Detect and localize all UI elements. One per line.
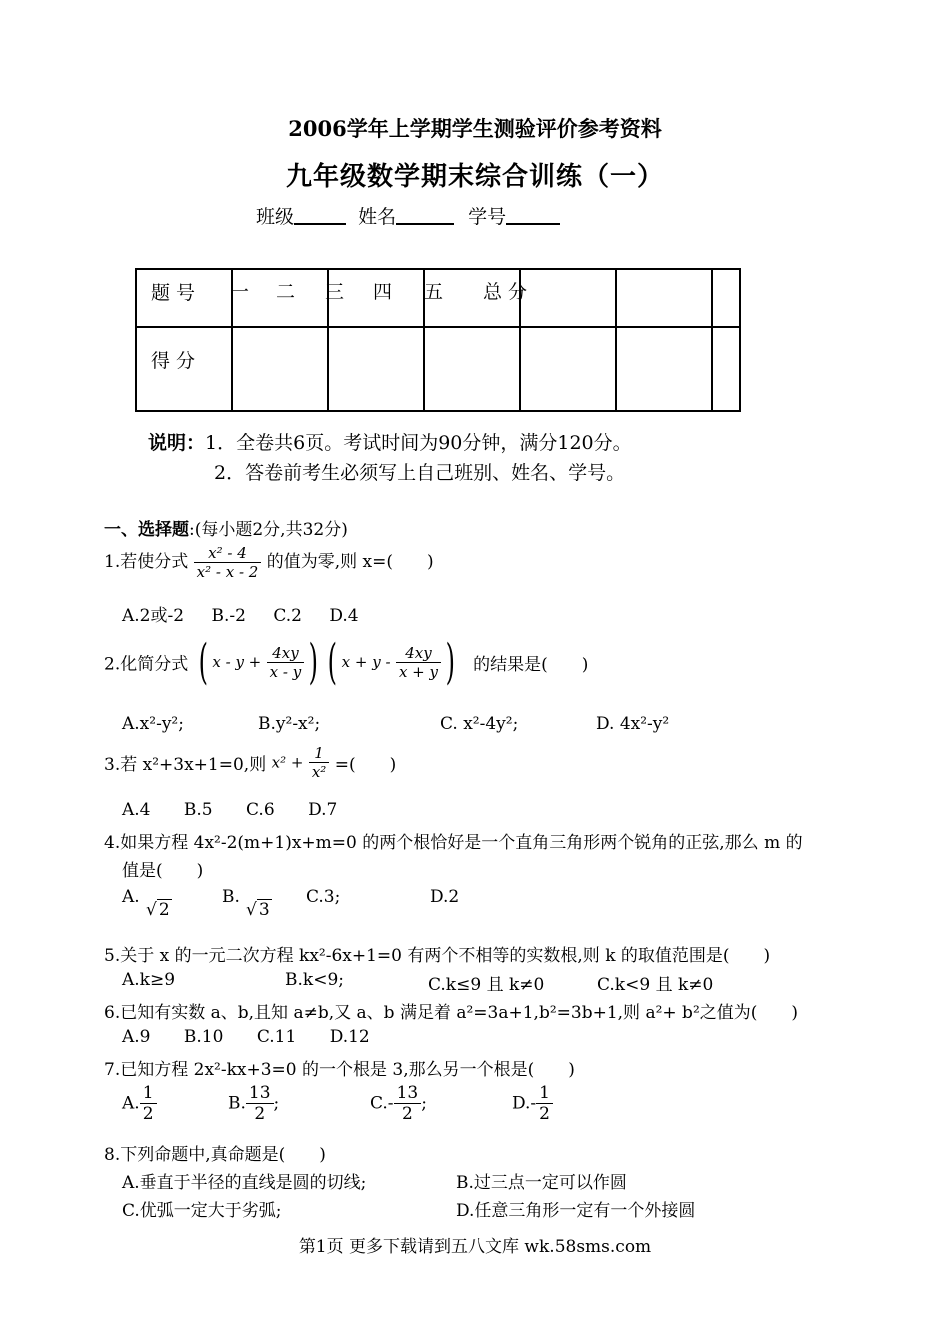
id-blank[interactable] bbox=[506, 203, 560, 225]
student-info bbox=[256, 202, 560, 229]
option[interactable]: A.垂直于半径的直线是圆的切线; bbox=[122, 1173, 367, 1193]
option[interactable]: D.2 bbox=[430, 887, 460, 907]
option[interactable]: C.k≤9 且 k≠0 bbox=[428, 975, 545, 995]
question-3-options bbox=[122, 800, 337, 820]
option[interactable]: D.任意三角形一定有一个外接圆 bbox=[456, 1201, 696, 1221]
option[interactable]: A.x²-y²; bbox=[122, 714, 184, 734]
class-blank[interactable] bbox=[294, 203, 346, 225]
score-cell[interactable] bbox=[616, 327, 712, 411]
option[interactable]: B. $\frac{13}{2}$ ; bbox=[228, 1083, 280, 1124]
score-cell[interactable] bbox=[712, 327, 740, 411]
question-1-options bbox=[122, 601, 359, 626]
option[interactable]: A. bbox=[122, 887, 140, 907]
question-2: 2.化简分式 ( x - y + $\frac{4xy}{x - y}$ ) ( x + y - $\frac{4xy}{x + y}$ ) 的结果是( ) bbox=[104, 634, 589, 690]
score-cell[interactable] bbox=[424, 327, 520, 411]
row-label-question: 题 号 bbox=[136, 269, 232, 327]
exam-subtitle: 2006学年上学期学生测验评价参考资料 bbox=[288, 116, 662, 141]
instructions-label: 说明： bbox=[148, 432, 206, 454]
score-cell[interactable] bbox=[520, 327, 616, 411]
option[interactable]: B.y²-x²; bbox=[258, 714, 321, 734]
option[interactable]: B.-2 bbox=[211, 606, 246, 626]
option[interactable]: C.3; bbox=[306, 887, 341, 907]
question-8: 8.下列命题中,真命题是( ) bbox=[104, 1145, 326, 1165]
class-label: 班级 bbox=[256, 206, 295, 228]
option[interactable]: B. bbox=[222, 887, 240, 907]
option[interactable]: C. x²-4y²; bbox=[440, 714, 519, 734]
option[interactable]: B.5 bbox=[183, 800, 213, 820]
question-4: 4.如果方程 4x²-2(m+1)x+m=0 的两个根恰好是一个直角三角形两个锐角的正弦,那么 m 的 bbox=[104, 833, 803, 853]
col-header: 二 bbox=[276, 281, 296, 303]
instructions-line2: 2．答卷前考生必须写上自己班别、姓名、学号。 bbox=[214, 462, 626, 484]
score-cell[interactable] bbox=[328, 327, 424, 411]
option[interactable]: C.6 bbox=[246, 800, 275, 820]
option[interactable]: A.2或-2 bbox=[122, 606, 185, 626]
row-label-score: 得 分 bbox=[136, 327, 232, 411]
col-header: 一 bbox=[230, 281, 250, 303]
exam-title: 九年级数学期末综合训练（一） bbox=[285, 162, 664, 192]
id-label: 学号 bbox=[468, 206, 507, 228]
option[interactable]: D. 4x²-y² bbox=[596, 714, 670, 734]
sqrt-2: √ 2 bbox=[146, 900, 170, 920]
name-blank[interactable] bbox=[396, 203, 454, 225]
col-header: 总 分 bbox=[483, 281, 528, 303]
question-5: 5.关于 x 的一元二次方程 kx²-6x+1=0 有两个不相等的实数根,则 k 的取值范围是( ) bbox=[104, 946, 771, 966]
option[interactable]: C.- $\frac{13}{2}$ ; bbox=[370, 1083, 427, 1124]
col-header: 五 bbox=[424, 281, 444, 303]
question-6-options bbox=[122, 1027, 370, 1047]
name-label: 姓名 bbox=[358, 206, 397, 228]
section-heading: 一、选择题:(每小题2分,共32分) bbox=[104, 520, 348, 540]
option[interactable]: D.12 bbox=[329, 1027, 370, 1047]
option[interactable]: A.k≥9 bbox=[122, 970, 176, 990]
option[interactable]: B.k<9; bbox=[285, 970, 344, 990]
option[interactable]: A.9 bbox=[122, 1027, 151, 1047]
option[interactable]: C.11 bbox=[256, 1027, 297, 1047]
page-footer: 第1页 更多下载请到五八文库 wk.58sms.com bbox=[298, 1237, 652, 1257]
option[interactable]: B.10 bbox=[183, 1027, 224, 1047]
col-header: 四 bbox=[373, 281, 393, 303]
option[interactable]: A.4 bbox=[122, 800, 151, 820]
option[interactable]: C.优弧一定大于劣弧; bbox=[122, 1201, 282, 1221]
col-header: 三 bbox=[325, 281, 345, 303]
option[interactable]: A. $\frac{1}{2}$ bbox=[122, 1083, 157, 1124]
option[interactable]: C.k<9 且 k≠0 bbox=[597, 975, 714, 995]
question-7: 7.已知方程 2x²-kx+3=0 的一个根是 3,那么另一个根是( ) bbox=[104, 1060, 575, 1080]
option[interactable]: D.- $\frac{1}{2}$ bbox=[512, 1083, 553, 1124]
option[interactable]: C.2 bbox=[273, 606, 302, 626]
fraction: $\frac{\text{x² - 4}}{\text{x² - x - 2}}$ bbox=[194, 544, 262, 581]
option[interactable]: D.7 bbox=[308, 800, 338, 820]
question-6: 6.已知有实数 a、b,且知 a≠b,又 a、b 满足着 a²=3a+1,b²=3b+1,则 a²+ b²之值为( ) bbox=[104, 1003, 799, 1023]
instructions-line1: 说明：1．全卷共6页。考试时间为90分钟，满分120分。 bbox=[148, 432, 632, 454]
score-cell[interactable] bbox=[232, 327, 328, 411]
option[interactable]: D.4 bbox=[329, 606, 359, 626]
question-4-cont: 值是( ) bbox=[122, 861, 204, 881]
question-1: 1.若使分式 $\frac{\text{x² - 4}}{\text{x² - x - 2}}$ 的值为零,则 x=( ) bbox=[104, 544, 434, 581]
option[interactable]: B.过三点一定可以作圆 bbox=[456, 1173, 627, 1193]
question-3: 3.若 x²+3x+1=0,则 x² + $\frac{1}{\text{x²}}$ =( ) bbox=[104, 744, 397, 781]
sqrt-3: √ 3 bbox=[246, 900, 270, 920]
question-2-options bbox=[122, 714, 184, 734]
